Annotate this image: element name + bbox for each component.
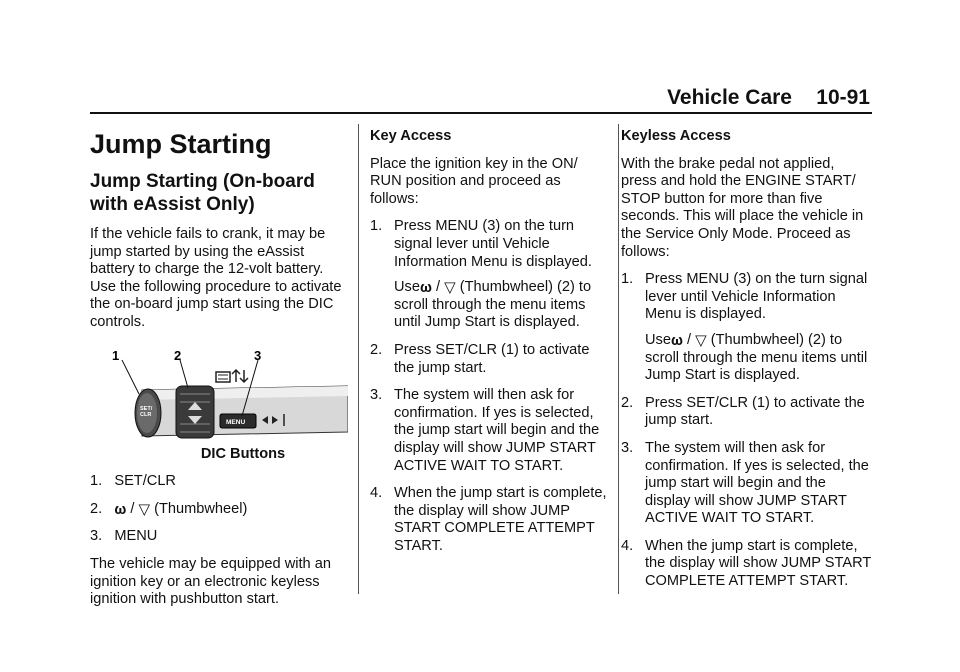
list-item: 4. When the jump start is complete, the display will show JUMP START COMPLETE ATTEMPT START. [370, 485, 607, 554]
list-item: 3. The system will then ask for confirmation. If yes is selected, the jump start will begin and the display will show JUMP START ACTIVE WAIT TO START. [621, 439, 869, 527]
subsection-heading: Jump Starting (On-board with eAssist Only) [90, 171, 315, 215]
outro-paragraph: The vehicle may be equipped with an ignition key or an electronic keyless ignition with pushbutton start. [90, 555, 331, 608]
column-1 [90, 128, 348, 619]
setclr-label-bottom: CLR [140, 411, 152, 418]
list-item-3: 3. MENU [90, 528, 158, 545]
column-3 [621, 128, 871, 601]
list-item: 2. Press SET/CLR (1) to activate the jump start. [621, 394, 865, 429]
list-item: 4. When the jump start is complete, the display will show JUMP START COMPLETE ATTEMPT START. [621, 537, 872, 590]
intro-paragraph: If the vehicle fails to crank, it may be jump started by using the eAssist battery to charge the 12-volt battery. Use the following procedure to activate the on-board jump start using the DIC controls. [90, 226, 342, 330]
dic-buttons-illustration [90, 350, 348, 444]
page-number: 10-91 [816, 86, 870, 109]
thumbwheel-up-icon: 𝛚 [419, 279, 432, 297]
keyless-access-intro: With the brake pedal not applied, press and hold the ENGINE START/ STOP button for more than five seconds. This will place the vehicle in the Service Only Mode. Proceed as follows: [621, 155, 864, 260]
key-access-steps [370, 218, 610, 555]
list-item-2: 2. 𝛚 / ▽ (Thumbwheel) [90, 500, 248, 518]
key-access-heading: Key Access [370, 128, 452, 144]
header-rule [90, 112, 872, 114]
thumbwheel-down-icon: ▽ [444, 279, 456, 297]
key-access-intro: Place the ignition key in the ON/ RUN position and proceed as follows: [370, 155, 578, 207]
list-item: 1. Press MENU (3) on the turn signal lever until Vehicle Information Menu is displayed. Use𝛚 / ▽ (Thumbwheel) (2) to scroll through the menu items until Jump Start is displayed. [621, 271, 868, 384]
callout-2: 2 [174, 349, 182, 363]
callout-1: 1 [112, 349, 120, 363]
list-item: 1. Press MENU (3) on the turn signal lever until Vehicle Information Menu is displayed. Use𝛚 / ▽ (Thumbwheel) (2) to scroll through the menu items until Jump Start is displayed. [370, 218, 592, 331]
menu-button-label: MENU [226, 418, 246, 426]
column-divider-1 [358, 124, 359, 594]
keyless-access-heading: Keyless Access [621, 128, 731, 144]
section-heading: Jump Starting [90, 129, 272, 159]
callout-3: 3 [254, 349, 262, 363]
column-divider-2 [618, 124, 619, 594]
thumbwheel-down-icon: ▽ [138, 500, 151, 518]
keyless-access-steps [621, 271, 871, 591]
list-item: 2. Press SET/CLR (1) to activate the jump start. [370, 341, 590, 376]
list-item: 3. The system will then ask for confirmation. If yes is selected, the jump start will begin and the display will show JUMP START ACTIVE WAIT TO START. [370, 387, 600, 474]
column-2 [370, 128, 610, 565]
thumbwheel-up-icon: 𝛚 [114, 500, 127, 518]
list-item-1: 1. SET/CLR [90, 473, 176, 490]
thumbwheel-down-icon: ▽ [695, 331, 707, 349]
section-title: Vehicle Care [667, 86, 792, 109]
figure-caption: DIC Buttons [200, 445, 286, 462]
dic-buttons-figure [90, 350, 348, 444]
thumbwheel-up-icon: 𝛚 [670, 331, 683, 349]
setclr-label-top: SET/ [140, 405, 153, 412]
page-header [660, 86, 870, 112]
